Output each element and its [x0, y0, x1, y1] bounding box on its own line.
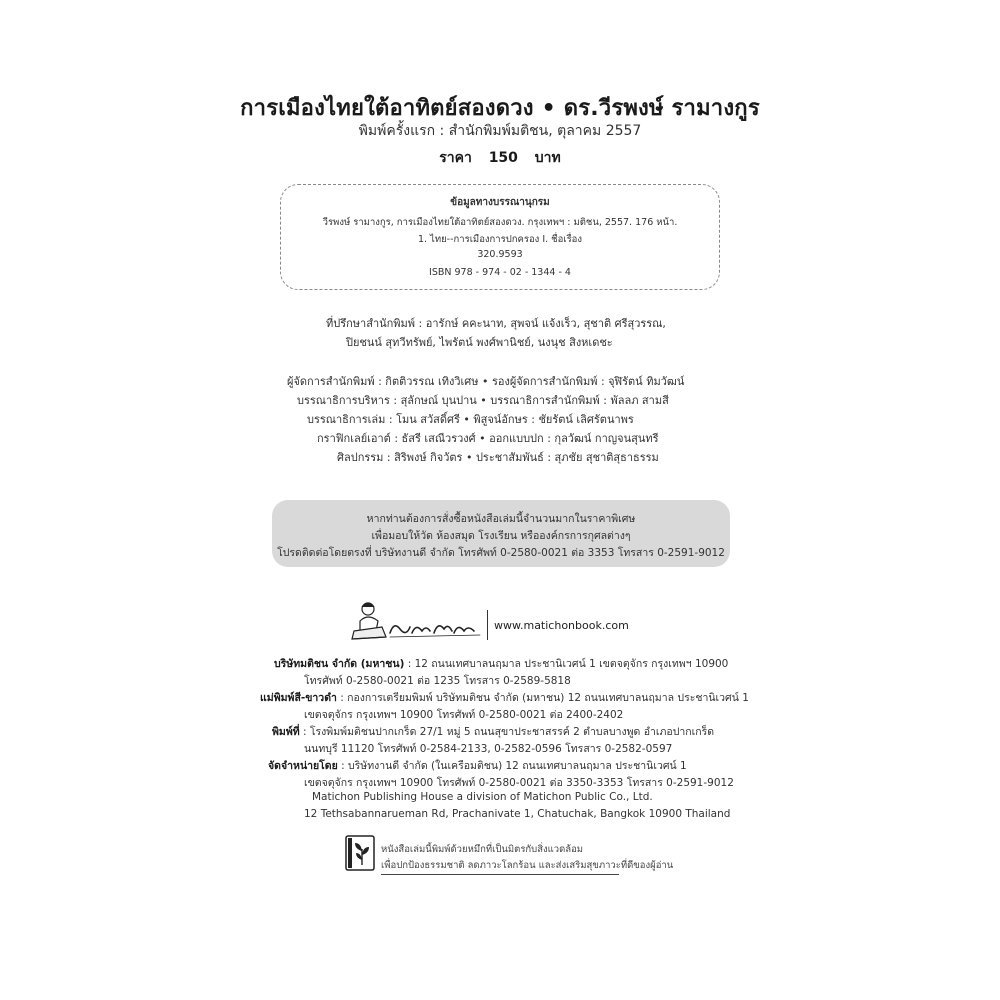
english-publisher: Matichon Publishing House a division of Matichon Public Co., Ltd.: [312, 791, 653, 803]
distributor-contact: เขตจตุจักร กรุงเทพฯ 10900 โทรศัพท์ 0-2580-0021 ต่อ 3350-3353 โทรสาร 0-2591-9012: [304, 777, 734, 789]
bulk-order-notice: [272, 500, 730, 567]
price-line: [0, 147, 1000, 169]
english-address: 12 Tethsabannarueman Rd, Prachanivate 1, Chatuchak, Bangkok 10900 Thailand: [304, 808, 731, 820]
prepress-address: : กองการเตรียมพิมพ์ บริษัทมติชน จำกัด (มหาชน) 12 ถนนเทศบาลนฤมาล ประชานิเวศน์ 1: [336, 692, 749, 704]
printer-label: พิมพ์ที่: [272, 726, 300, 738]
staff-line: ศิลปกรรม : สิริพงษ์ กิจวัตร • ประชาสัมพันธ์ : สุภชัย สุชาติสุธาธรรม: [337, 451, 659, 464]
price-label: ราคา: [439, 150, 472, 166]
advisors-line: ปิยชนน์ สุทวีทรัพย์, ไพรัตน์ พงศ์พานิชย์, นงนุช สิงหเดชะ: [346, 336, 613, 349]
staff-line: ผู้จัดการสำนักพิมพ์ : กิตติวรรณ เทิงวิเศษ • รองผู้จัดการสำนักพิมพ์ : จุฬิรัตน์ ทิมวัฒน์: [287, 375, 685, 388]
company-label: บริษัทมติชน จำกัด (มหาชน): [274, 658, 405, 670]
company-address: : 12 ถนนเทศบาลนฤมาล ประชานิเวศน์ 1 เขตจตุจักร กรุงเทพฯ 10900: [404, 658, 729, 670]
prepress-label: แม่พิมพ์สี-ขาวดำ: [260, 692, 337, 704]
distributor-address: : บริษัทงานดี จำกัด (ในเครือมติชน) 12 ถนนเทศบาลนฤมาล ประชานิเวศน์ 1: [337, 760, 687, 772]
cip-heading: ข้อมูลทางบรรณานุกรม: [450, 197, 550, 208]
distributor-line: [268, 757, 687, 774]
printer-contact: นนทบุรี 11120 โทรศัพท์ 0-2584-2133, 0-2582-0596 โทรสาร 0-2582-0597: [304, 743, 673, 755]
matichon-logo: [346, 597, 486, 645]
cataloging-box: [280, 184, 720, 290]
distributor-label: จัดจำหน่ายโดย: [268, 760, 338, 772]
edition-info: พิมพ์ครั้งแรก : สำนักพิมพ์มติชน, ตุลาคม 2557: [358, 123, 642, 139]
eco-book-icon: [345, 835, 375, 871]
staff-line: บรรณาธิการเล่ม : โมน สวัสดิ์ศรี • พิสูจน์อักษร : ชัยรัตน์ เลิศรัตนาพร: [307, 413, 634, 426]
advisors-line: ที่ปรึกษาสำนักพิมพ์ : อารักษ์ คคะนาท, สุพจน์ แจ้งเร็ว, สุชาติ ศรีสุวรรณ,: [326, 317, 666, 330]
notice-line: โปรดติดต่อโดยตรงที่ บริษัทงานดี จำกัด โทรศัพท์ 0-2580-0021 ต่อ 3353 โทรสาร 0-2591-9012: [277, 547, 725, 559]
company-line: [274, 655, 728, 672]
logo-divider: [487, 610, 488, 640]
prepress-contact: เขตจตุจักร กรุงเทพฯ 10900 โทรศัพท์ 0-2580-0021 ต่อ 2400-2402: [304, 709, 624, 721]
price-value: 150: [488, 150, 518, 166]
cip-isbn: ISBN 978 - 974 - 02 - 1344 - 4: [429, 267, 571, 278]
cip-entry: วีรพงษ์ รามางกูร, การเมืองไทยใต้อาทิตย์สองดวง. กรุงเทพฯ : มติชน, 2557. 176 หน้า.: [322, 217, 678, 228]
book-title: การเมืองไทยใต้อาทิตย์สองดวง • ดร.วีรพงษ์ รามางกูร: [240, 96, 760, 121]
staff-line: กราฟิกเลย์เอาต์ : ธัสรี เสณีวรวงศ์ • ออกแบบปก : กุลวัฒน์ กาญจนสุนทรี: [317, 432, 659, 445]
eco-line: หนังสือเล่มนี้พิมพ์ด้วยหมึกที่เป็นมิตรกับสิ่งแวดล้อม: [381, 844, 584, 855]
printer-line: [272, 723, 714, 740]
cip-subjects: 1. ไทย--การเมืองการปกครอง I. ชื่อเรื่อง: [417, 234, 583, 245]
notice-line: เพื่อมอบให้วัด ห้องสมุด โรงเรียน หรือองค์กรการกุศลต่างๆ: [371, 530, 631, 542]
prepress-line: [260, 689, 749, 706]
website-link[interactable]: www.matichonbook.com: [494, 619, 629, 632]
cip-classification: 320.9593: [477, 249, 523, 260]
printer-address: : โรงพิมพ์มติชนปากเกร็ด 27/1 หมู่ 5 ถนนสุขาประชาสรรค์ 2 ตำบลบางพูด อำเภอปากเกร็ด: [299, 726, 715, 738]
eco-underline: [381, 874, 619, 875]
eco-line: เพื่อปกป้องธรรมชาติ ลดภาวะโลกร้อน และส่งเสริมสุขภาวะที่ดีของผู้อ่าน: [381, 860, 674, 871]
staff-line: บรรณาธิการบริหาร : สุลักษณ์ บุนปาน • บรรณาธิการสำนักพิมพ์ : พัลลภ สามสี: [297, 394, 669, 407]
notice-line: หากท่านต้องการสั่งซื้อหนังสือเล่มนี้จำนวนมากในราคาพิเศษ: [366, 513, 636, 525]
company-contact: โทรศัพท์ 0-2580-0021 ต่อ 1235 โทรสาร 0-2589-5818: [304, 675, 571, 687]
price-unit: บาท: [534, 150, 561, 166]
